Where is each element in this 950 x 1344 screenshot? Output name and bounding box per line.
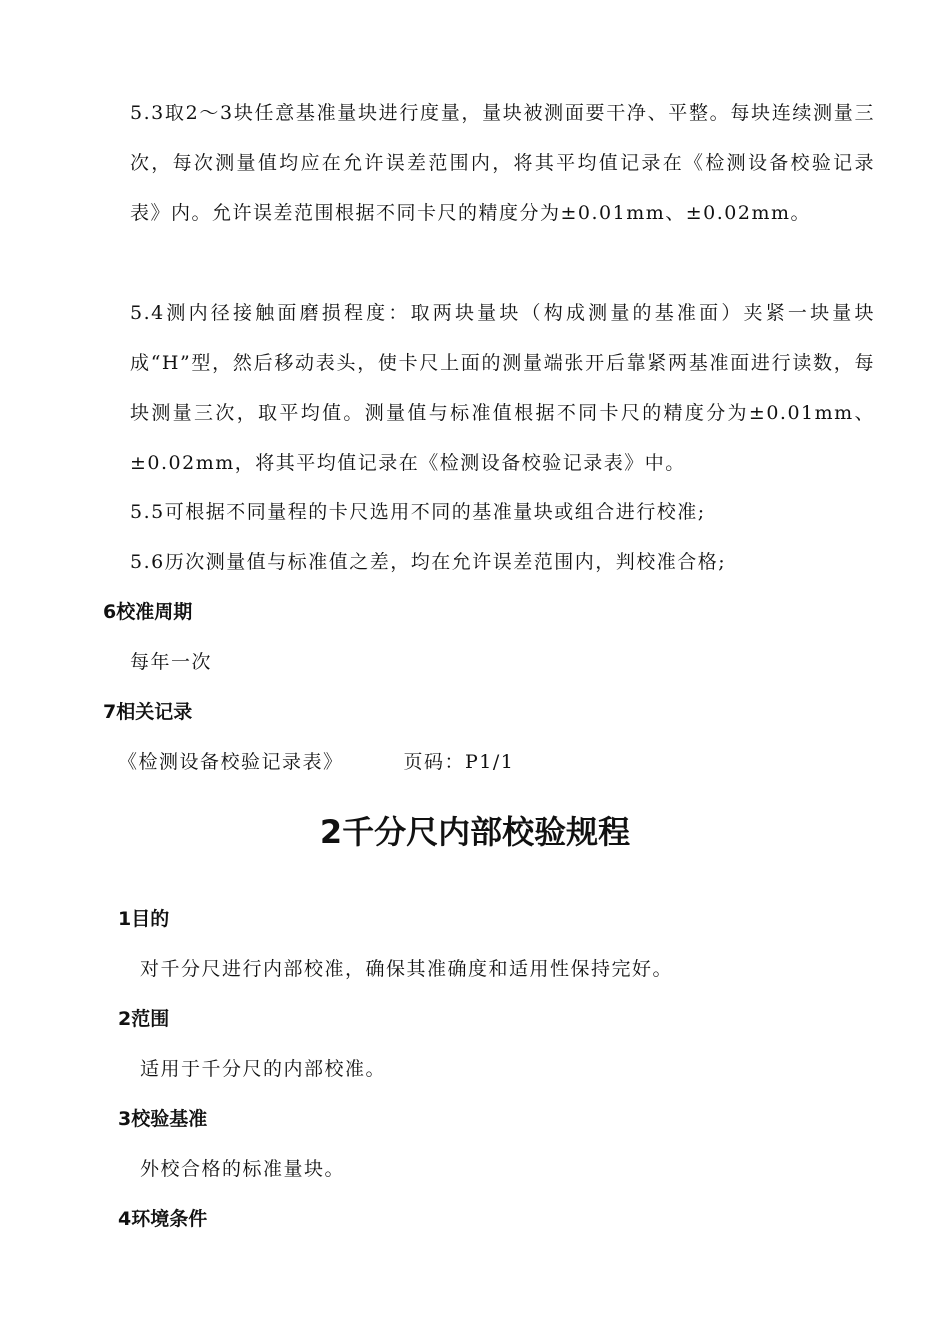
- paragraph-5-6: 5.6历次测量值与标准值之差，均在允许误差范围内，判校准合格;: [130, 551, 727, 573]
- page-code: 页码：P1/1: [403, 751, 515, 773]
- doc2-section-2-heading: 2范围: [118, 1008, 170, 1030]
- doc2-title: 2千分尺内部校验规程: [319, 813, 631, 851]
- section-7-record-line: [118, 750, 514, 774]
- paragraph-5-3: 5.3取2～3块任意基准量块进行度量，量块被测面要干净、平整。每块连续测量三次，每次测量值均应在允许误差范围内，将其平均值记录在《检测设备校验记录表》内。允许误差范围根据不同卡尺的精度分为±0.01mm、±0.02mm。: [130, 102, 875, 224]
- paragraph-5-5: 5.5可根据不同量程的卡尺选用不同的基准量块或组合进行校准;: [130, 501, 706, 523]
- doc2-section-1-text: 对千分尺进行内部校准，确保其准确度和适用性保持完好。: [140, 958, 674, 980]
- paragraph-5-4: 5.4测内径接触面磨损程度：取两块量块（构成测量的基准面）夹紧一块量块成“H”型，然后移动表头，使卡尺上面的测量端张开后靠紧两基准面进行读数，每块测量三次，取平均值。测量值与标准值根据不同卡尺的精度分为±0.01mm、±0.02mm，将其平均值记录在《检测设备校验记录表》中。: [130, 302, 875, 474]
- doc2-section-3-text: 外校合格的标准量块。: [140, 1158, 346, 1180]
- record-name: 《检测设备校验记录表》: [118, 751, 344, 773]
- doc2-section-2-text: 适用于千分尺的内部校准。: [140, 1058, 387, 1080]
- section-7-heading: 7相关记录: [103, 701, 193, 723]
- doc2-section-3-heading: 3校验基准: [118, 1108, 208, 1130]
- section-6-text: 每年一次: [130, 651, 213, 673]
- doc2-section-1-heading: 1目的: [118, 908, 170, 930]
- section-6-heading: 6校准周期: [103, 601, 193, 623]
- doc2-section-4-heading: 4环境条件: [118, 1208, 208, 1230]
